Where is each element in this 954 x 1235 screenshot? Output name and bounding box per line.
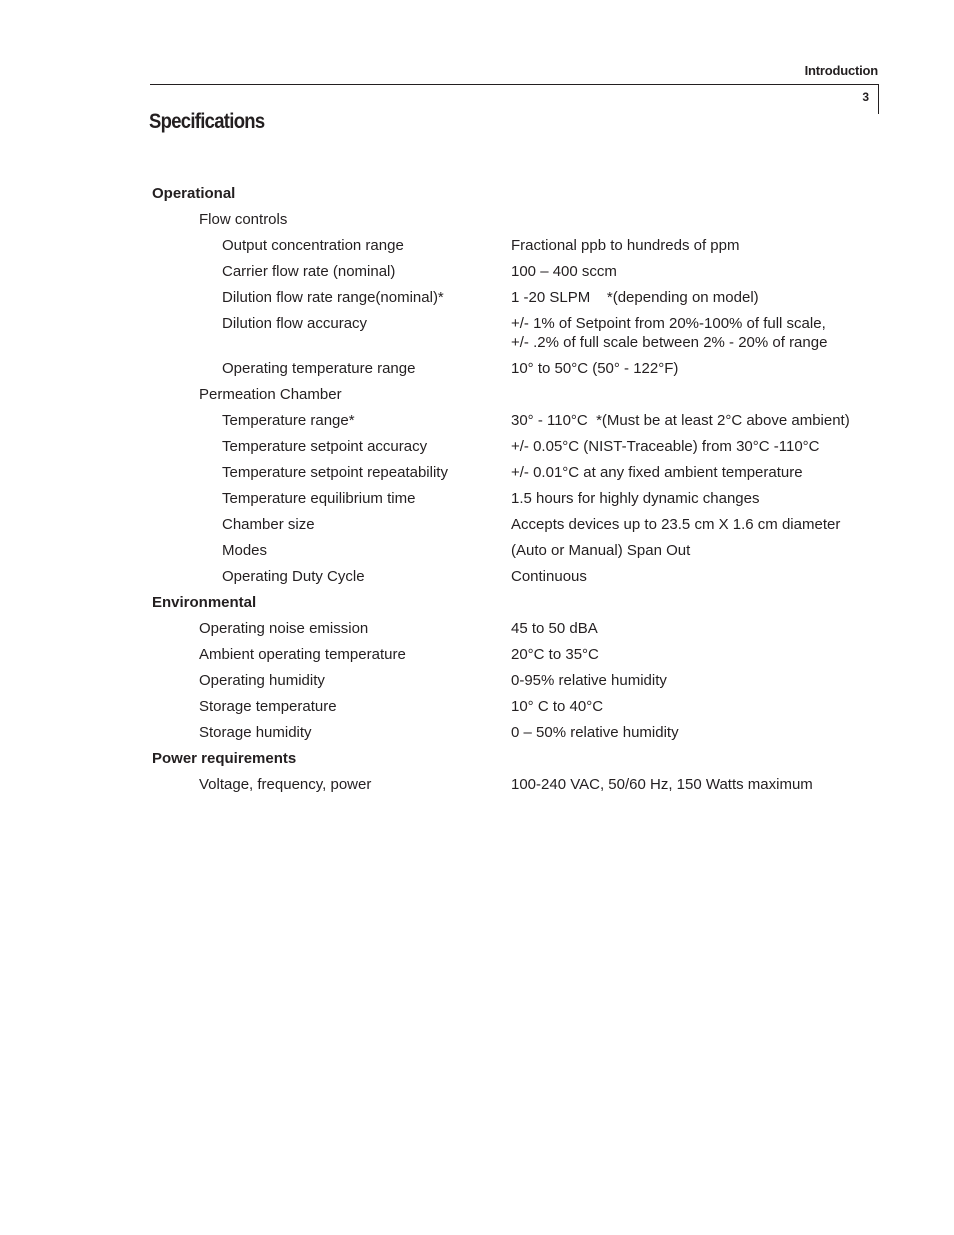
spec-label: Temperature equilibrium time: [222, 490, 416, 507]
subgroup-heading-label: Flow controls: [199, 211, 288, 228]
spec-label: Storage humidity: [199, 724, 312, 741]
spec-label: Carrier flow rate (nominal): [222, 263, 396, 280]
spec-label: Ambient operating temperature: [199, 646, 406, 663]
page-title: Specifications: [149, 110, 265, 133]
spec-value: Fractional ppb to hundreds of ppm: [511, 237, 740, 254]
spec-value-line: +/- 1% of Setpoint from 20%-100% of full scale,: [511, 315, 826, 332]
spec-row: [0, 566, 954, 592]
spec-row: [0, 696, 954, 722]
spec-label: Output concentration range: [222, 237, 404, 254]
spec-value: Continuous: [511, 568, 587, 585]
spec-value: 45 to 50 dBA: [511, 620, 598, 637]
spec-row: [0, 436, 954, 462]
spec-row: [0, 540, 954, 566]
spec-row: [0, 358, 954, 384]
subgroup-heading-label: Permeation Chamber: [199, 386, 342, 403]
header-rule: [150, 84, 879, 85]
group-heading-label: Operational: [152, 185, 236, 202]
spec-row: [0, 235, 954, 261]
spec-label: Dilution flow accuracy: [222, 315, 368, 332]
spec-value: +/- 0.05°C (NIST-Traceable) from 30°C -110°C: [511, 438, 820, 455]
spec-value: 10° C to 40°C: [511, 698, 604, 715]
spec-value: 30° - 110°C *(Must be at least 2°C above ambient): [511, 412, 850, 429]
spec-row: [0, 618, 954, 644]
group-heading-label: Environmental: [152, 594, 257, 611]
spec-row: [0, 462, 954, 488]
spec-row: [0, 261, 954, 287]
spec-label: Voltage, frequency, power: [199, 776, 372, 793]
group-heading-power-requirements: [0, 748, 954, 774]
spec-value: [511, 314, 827, 352]
spec-label: Temperature setpoint repeatability: [222, 464, 448, 481]
spec-label: Dilution flow rate range(nominal)*: [222, 289, 444, 306]
spec-row: [0, 774, 954, 800]
spec-value: (Auto or Manual) Span Out: [511, 542, 691, 559]
group-heading-operational: [0, 183, 954, 209]
group-heading-label: Power requirements: [152, 750, 297, 767]
spec-row: [0, 313, 954, 358]
spec-row: [0, 410, 954, 436]
spec-value: Accepts devices up to 23.5 cm X 1.6 cm diameter: [511, 516, 841, 533]
spec-row: [0, 722, 954, 748]
spec-label: Operating Duty Cycle: [222, 568, 365, 585]
spec-label: Operating humidity: [199, 672, 325, 689]
subgroup-heading-permeation-chamber: [0, 384, 954, 410]
spec-value: +/- 0.01°C at any fixed ambient temperature: [511, 464, 803, 481]
spec-label: Temperature range*: [222, 412, 355, 429]
spec-label: Operating temperature range: [222, 360, 416, 377]
spec-value: 100 – 400 sccm: [511, 263, 617, 280]
group-heading-environmental: [0, 592, 954, 618]
spec-label: Modes: [222, 542, 268, 559]
spec-value-line: +/- .2% of full scale between 2% - 20% of range: [511, 334, 828, 351]
spec-label: Storage temperature: [199, 698, 337, 715]
spec-value: 0-95% relative humidity: [511, 672, 667, 689]
spec-value: 0 – 50% relative humidity: [511, 724, 679, 741]
spec-label: Chamber size: [222, 516, 315, 533]
specifications-list: [0, 183, 954, 800]
page-number: 3: [862, 90, 869, 104]
spec-row: [0, 644, 954, 670]
spec-value: 100-240 VAC, 50/60 Hz, 150 Watts maximum: [511, 776, 813, 793]
spec-row: [0, 514, 954, 540]
subgroup-heading-flow-controls: [0, 209, 954, 235]
spec-value: 1.5 hours for highly dynamic changes: [511, 490, 760, 507]
spec-value: 20°C to 35°C: [511, 646, 599, 663]
spec-value: 10° to 50°C (50° - 122°F): [511, 360, 679, 377]
header-vertical-rule: [878, 84, 879, 114]
spec-value: 1 -20 SLPM *(depending on model): [511, 289, 759, 306]
spec-row: [0, 670, 954, 696]
spec-label: Operating noise emission: [199, 620, 369, 637]
running-header-section: Introduction: [804, 63, 878, 78]
spec-row: [0, 488, 954, 514]
spec-row: [0, 287, 954, 313]
spec-label: Temperature setpoint accuracy: [222, 438, 428, 455]
